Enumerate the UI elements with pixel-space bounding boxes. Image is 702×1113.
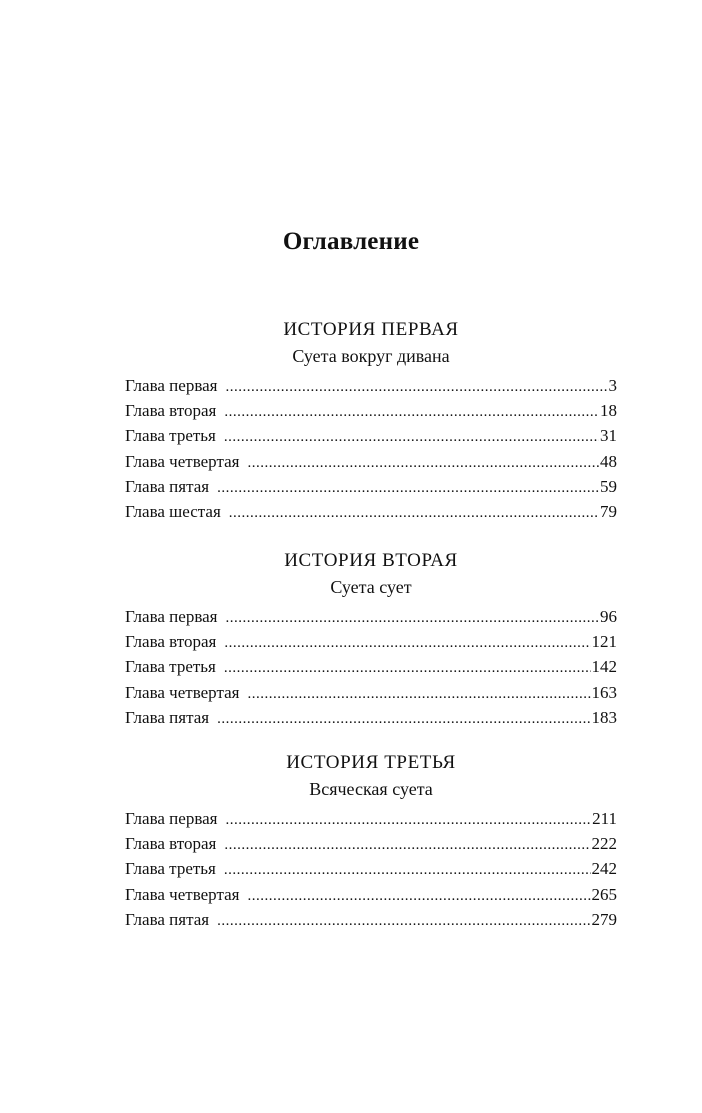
chapter-entry[interactable] [125,907,617,932]
dot-leader [224,656,591,681]
chapter-page-number: 31 [600,426,617,446]
chapter-entry[interactable] [125,499,617,524]
chapter-entry[interactable] [125,831,617,856]
chapter-label: Глава пятая [125,707,210,727]
dot-leader [217,909,590,934]
story-heading: ИСТОРИЯ ТРЕТЬЯ [286,752,456,773]
chapter-label: Глава четвертая [125,682,240,702]
chapter-label: Глава первая [125,376,218,395]
story-subtitle: Суета сует [330,577,412,597]
chapter-entry[interactable] [125,423,617,448]
chapter-entry[interactable] [125,449,617,474]
chapter-entry[interactable] [125,806,617,831]
chapter-page-number: 48 [600,451,617,471]
story-subtitle: Всяческая суета [309,779,433,799]
dot-leader [247,451,599,476]
chapter-page-number: 142 [591,657,617,677]
dot-leader [229,501,599,526]
chapter-label: Глава пятая [125,909,210,929]
chapter-page-number: 183 [591,707,617,727]
chapter-entry[interactable] [125,705,617,730]
chapter-page-number: 242 [591,859,617,879]
chapter-entry[interactable] [125,604,617,629]
chapter-entry[interactable] [125,680,617,705]
story-subtitle: Суета вокруг дивана [292,346,450,366]
chapter-label: Глава третья [125,657,216,677]
dot-leader [224,858,591,883]
chapter-page-number: 265 [591,884,617,904]
dot-leader [224,425,599,450]
chapter-entry[interactable] [125,654,617,679]
chapter-label: Глава вторая [125,401,217,421]
chapter-entry[interactable] [125,882,617,907]
chapter-label: Глава третья [125,859,216,879]
dot-leader [224,833,590,858]
chapter-list [125,806,617,932]
chapter-label: Глава четвертая [125,884,240,904]
chapter-page-number: 79 [600,501,617,521]
dot-leader [247,682,590,707]
chapter-label: Глава вторая [125,834,217,854]
chapter-entry[interactable] [125,629,617,654]
chapter-label: Глава первая [125,607,218,626]
dot-leader [226,606,600,631]
chapter-page-number: 163 [591,682,617,702]
chapter-entry[interactable] [125,474,617,499]
chapter-page-number: 279 [591,909,617,929]
chapter-entry[interactable] [125,856,617,881]
chapter-label: Глава пятая [125,476,210,496]
dot-leader [226,375,608,400]
chapter-label: Глава первая [125,809,218,828]
dot-leader [217,707,590,732]
dot-leader [217,476,599,501]
chapter-page-number: 96 [600,607,617,626]
story-section-1 [125,317,617,524]
dot-leader [224,631,590,656]
toc-title: Оглавление [282,228,420,255]
chapter-label: Глава третья [125,426,216,446]
story-heading: ИСТОРИЯ ВТОРАЯ [284,550,458,571]
chapter-list [125,373,617,524]
chapter-page-number: 59 [600,476,617,496]
chapter-label: Глава четвертая [125,451,240,471]
chapter-entry[interactable] [125,373,617,398]
chapter-label: Глава вторая [125,632,217,652]
story-section-3 [125,750,617,932]
dot-leader [226,808,592,833]
story-section-2 [125,548,617,730]
chapter-page-number: 211 [592,809,617,828]
chapter-page-number: 222 [591,834,617,854]
chapter-page-number: 3 [608,376,617,395]
chapter-page-number: 18 [600,401,617,421]
chapter-list [125,604,617,730]
dot-leader [247,884,590,909]
dot-leader [224,400,599,425]
chapter-entry[interactable] [125,398,617,423]
chapter-page-number: 121 [591,632,617,652]
chapter-label: Глава шестая [125,501,221,521]
story-heading: ИСТОРИЯ ПЕРВАЯ [283,319,459,340]
